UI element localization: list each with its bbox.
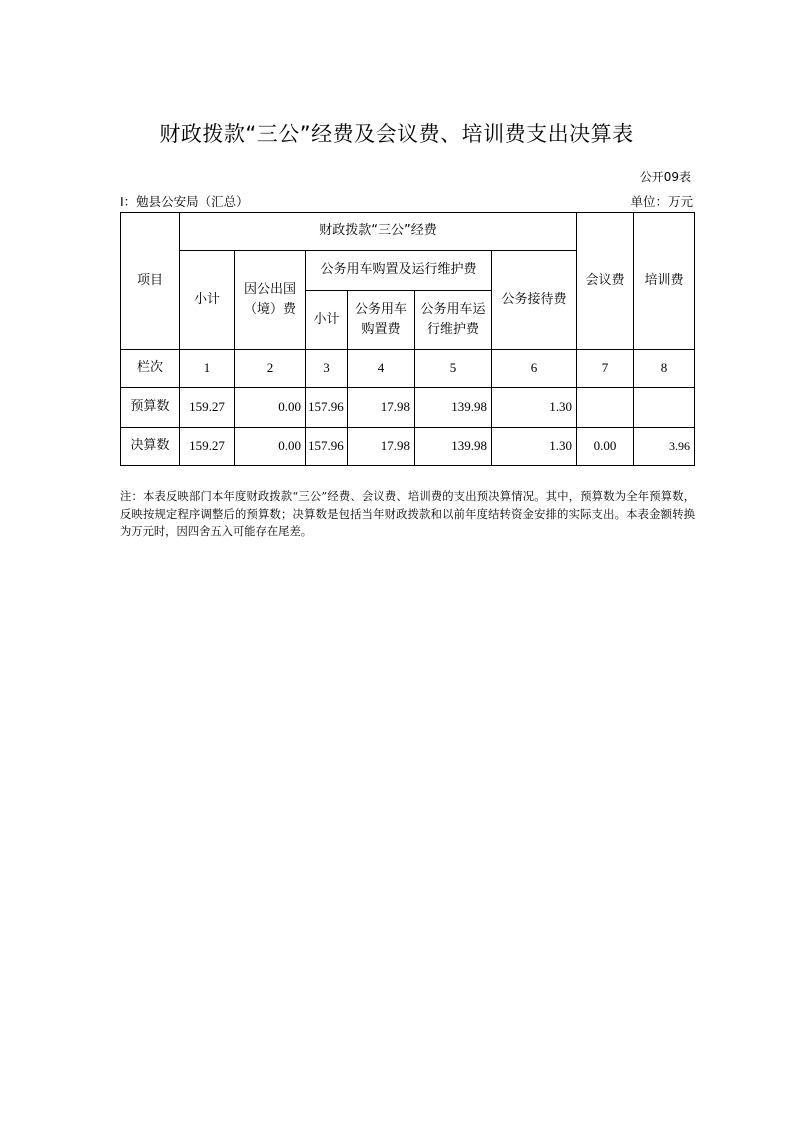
cell-vehicle-purchase: 17.98 <box>348 388 415 428</box>
page-title: 财政拨款“三公”经费及会议费、培训费支出决算表 <box>159 122 634 146</box>
column-number: 3 <box>306 350 348 388</box>
column-number: 6 <box>492 350 577 388</box>
column-number: 4 <box>348 350 415 388</box>
header-subtotal: 小计 <box>180 251 235 350</box>
expenditure-table <box>120 212 695 466</box>
header-item: 项目 <box>121 213 180 350</box>
cell-meeting: 0.00 <box>577 428 634 466</box>
cell-meeting <box>577 388 634 428</box>
cell-abroad: 0.00 <box>235 388 306 428</box>
cell-reception: 1.30 <box>492 428 577 466</box>
cell-vehicle-operation: 139.98 <box>415 388 492 428</box>
row-label: 预算数 <box>121 388 180 428</box>
cell-training <box>634 388 695 428</box>
header-abroad: 因公出国（境）费 <box>235 251 306 350</box>
column-number: 7 <box>577 350 634 388</box>
column-number: 5 <box>415 350 492 388</box>
column-number: 2 <box>235 350 306 388</box>
cell-subtotal: 159.27 <box>180 428 235 466</box>
column-number: 8 <box>634 350 695 388</box>
cell-vehicle-operation: 139.98 <box>415 428 492 466</box>
department-label: I：勉县公安局（汇总） <box>120 194 249 209</box>
header-vehicle-group: 公务用车购置及运行维护费 <box>306 251 492 291</box>
footnote: 注：本表反映部门本年度财政拨款“三公”经费、会议费、培训费的支出预决算情况。其中，预算数为全年预算数，反映按规定程序调整后的预算数；决算数是包括当年财政拨款和以前年度结转资金安排的实际支出。本表金额转换为万元时，因四舍五入可能存在尾差。 <box>120 490 695 538</box>
header-vehicle-subtotal: 小计 <box>306 291 348 350</box>
cell-vehicle-subtotal: 157.96 <box>306 428 348 466</box>
cell-subtotal: 159.27 <box>180 388 235 428</box>
cell-training: 3.96 <box>634 428 695 466</box>
header-sangong: 财政拨款“三公”经费 <box>180 213 577 251</box>
table-row <box>121 388 695 428</box>
header-training: 培训费 <box>634 213 695 350</box>
header-reception: 公务接待费 <box>492 251 577 350</box>
column-number-row <box>121 350 695 388</box>
form-number: 公开09表 <box>639 170 691 184</box>
row-label: 决算数 <box>121 428 180 466</box>
cell-abroad: 0.00 <box>235 428 306 466</box>
cell-vehicle-subtotal: 157.96 <box>306 388 348 428</box>
column-number: 1 <box>180 350 235 388</box>
table-row <box>121 428 695 466</box>
cell-reception: 1.30 <box>492 388 577 428</box>
header-vehicle-purchase: 公务用车购置费 <box>348 291 415 350</box>
row-label: 栏次 <box>121 350 180 388</box>
header-vehicle-operation: 公务用车运行维护费 <box>415 291 492 350</box>
header-meeting: 会议费 <box>577 213 634 350</box>
cell-vehicle-purchase: 17.98 <box>348 428 415 466</box>
unit-label: 单位：万元 <box>630 194 693 209</box>
